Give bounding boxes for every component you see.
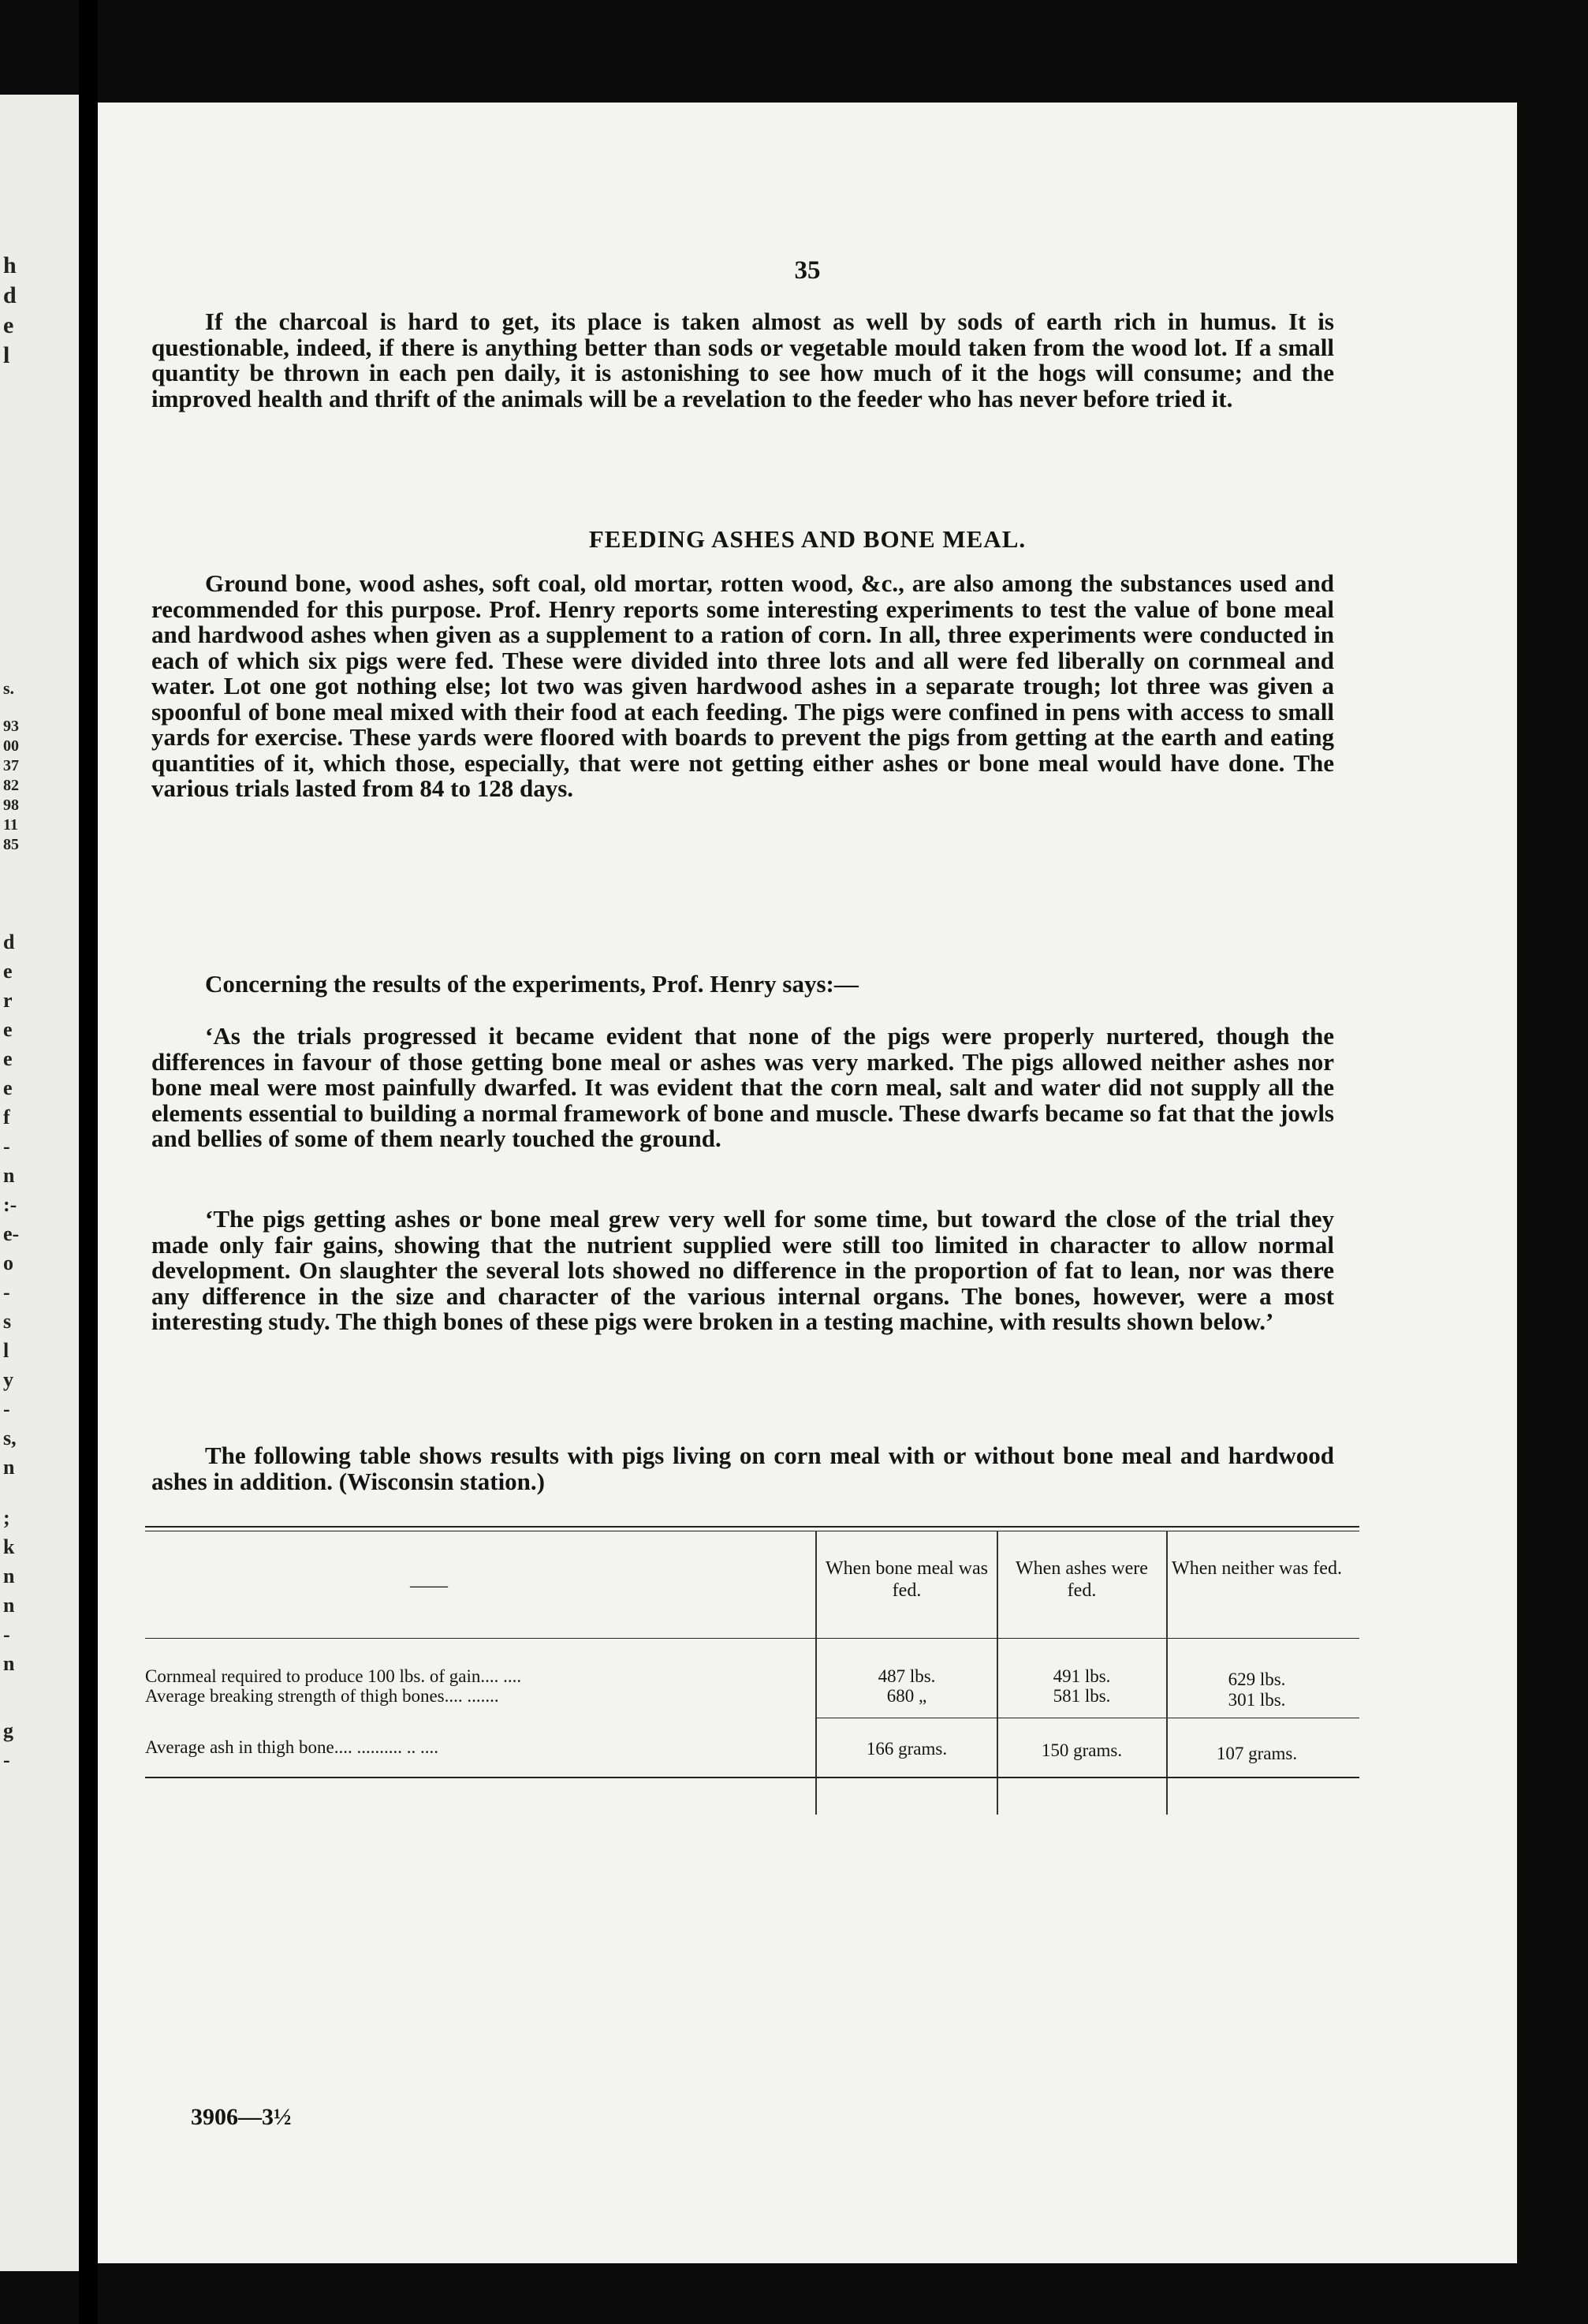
table-cell: 301 lbs. xyxy=(1228,1690,1286,1710)
left-page-fragment: e- xyxy=(3,1222,20,1245)
left-page-fragment: 82 xyxy=(3,777,19,794)
printer-signature: 3906—3½ xyxy=(191,2104,292,2130)
left-page-fragment: - xyxy=(3,1281,10,1304)
table-bottom-rule xyxy=(145,1777,1359,1778)
left-page-fragment: 93 xyxy=(3,718,19,735)
left-page-fragment: - xyxy=(3,1397,10,1420)
left-page-fragment: e xyxy=(3,960,13,983)
table-header-bone-meal: When bone meal was fed. xyxy=(826,1558,988,1601)
table-cell: 166 grams. xyxy=(866,1739,948,1759)
left-page-fragment: s. xyxy=(3,678,15,698)
left-page-fragment: n xyxy=(3,1164,15,1187)
left-page-fragment: g xyxy=(3,1719,13,1742)
left-page-fragment: 85 xyxy=(3,836,19,853)
left-page-fragment: 37 xyxy=(3,757,19,774)
left-page-fragment: f xyxy=(3,1106,10,1128)
left-page-fragment: :- xyxy=(3,1193,17,1216)
table-header-ashes: When ashes were fed. xyxy=(1016,1558,1148,1601)
section-heading: FEEDING ASHES AND BONE MEAL. xyxy=(588,525,1027,553)
table-row-label: Cornmeal required to produce 100 lbs. of gain.... .... xyxy=(145,1666,522,1686)
left-page-fragment: n xyxy=(3,1652,15,1675)
paragraph-table-intro: The following table shows results with pigs living on corn meal with or without bone meal and hardwood ashes in addition. (Wisconsin station.) xyxy=(151,1442,1334,1495)
left-page-fragment: n xyxy=(3,1594,15,1617)
table-column-divider xyxy=(997,1531,998,1815)
table-row-label: Average ash in thigh bone.... .......... .. .... xyxy=(145,1737,438,1757)
left-page-fragment: d xyxy=(3,931,15,953)
left-page-fragment: - xyxy=(3,1623,10,1646)
left-page-fragment: o xyxy=(3,1252,13,1274)
left-page-fragment: y xyxy=(3,1368,13,1391)
left-page-fragment: e xyxy=(3,1076,13,1099)
table-column-divider xyxy=(815,1531,817,1815)
table-column-divider xyxy=(1166,1531,1168,1815)
page-number: 35 xyxy=(794,256,821,285)
paragraph-charcoal: If the charcoal is hard to get, its place is taken almost as well by sods of earth rich in humus. It is questionable, indeed, if there is anything better than sods or vegetable mould taken from the wood lot. If a small quantity be thrown in each pen daily, it is astonishing to see how much of it the hogs will consume; and the improved health and thrift of the animals will be a revelation to the feeder who has never before tried it. xyxy=(151,308,1334,412)
left-page-fragment: l xyxy=(3,1339,9,1362)
quote-paragraph-1: ‘As the trials progressed it became evident that none of the pigs were properly nurtered, though the differences in favour of those getting bone meal or ashes was very marked. The pigs allowed neither ashes nor bone meal were most painfully dwarfed. It was evident that the corn meal, salt and water did not supply all the elements essential to building a normal framework of bone and muscle. These dwarfs became so fat that the jowls and bellies of some of them nearly touched the ground. xyxy=(151,1022,1334,1152)
book-gutter xyxy=(79,0,98,2324)
table-cell: 150 grams. xyxy=(1041,1740,1123,1760)
table-corner-dash: —— xyxy=(410,1576,448,1596)
quote-paragraph-2: ‘The pigs getting ashes or bone meal grew very well for some time, but toward the close of the trial they made only fair gains, showing that the nutrient supplied were still too limited in character to allow normal development. On slaughter the several lots showed no difference in the proportion of fat to lean, nor was there any difference in the size and character of the various internal organs. The bones, however, were a most interesting study. The thigh bones of these pigs were broken in a testing machine, with results shown below.’ xyxy=(151,1205,1334,1335)
left-page-fragment: - xyxy=(3,1748,10,1771)
left-page-fragment: r xyxy=(3,989,13,1012)
table-header-neither: When neither was fed. xyxy=(1172,1558,1342,1579)
results-table xyxy=(145,1526,1359,1841)
left-page-fragment: 11 xyxy=(3,816,18,834)
table-cell: 680 „ xyxy=(886,1686,927,1706)
left-page-fragment: 98 xyxy=(3,796,19,814)
left-page-fragment: e xyxy=(3,1018,13,1041)
table-cell: 581 lbs. xyxy=(1053,1686,1111,1706)
table-top-rule xyxy=(145,1526,1359,1528)
table-cell: 491 lbs. xyxy=(1053,1666,1111,1686)
left-page-fragment: n xyxy=(3,1456,15,1479)
left-page-fragment: h xyxy=(3,252,17,278)
left-page-fragment: 00 xyxy=(3,737,19,755)
left-page-fragment: e xyxy=(3,312,14,338)
table-row-label: Average breaking strength of thigh bones.... ....... xyxy=(145,1686,499,1706)
left-page-margin xyxy=(0,95,79,2271)
left-page-fragment: - xyxy=(3,1135,10,1158)
table-header-rule xyxy=(145,1638,1359,1639)
left-page-fragment: l xyxy=(3,342,10,368)
table-cell: 487 lbs. xyxy=(878,1666,936,1686)
table-cell: 107 grams. xyxy=(1216,1744,1298,1763)
left-page-fragment: k xyxy=(3,1535,15,1558)
left-page-fragment: ; xyxy=(3,1506,10,1529)
left-page-fragment: n xyxy=(3,1565,15,1587)
paragraph-ground-bone: Ground bone, wood ashes, soft coal, old mortar, rotten wood, &c., are also among the substances used and recommended for this purpose. Prof. Henry reports some interesting experiments to test the value of bone meal and hardwood ashes when given as a supplement to a ration of corn. In all, three experiments were conducted in each of which six pigs were fed. These were divided into three lots and all were fed liberally on cornmeal and water. Lot one got nothing else; lot two was given hardwood ashes in a separate trough; lot three was given a spoonful of bone meal mixed with their food at each feeding. The pigs were confined in pens with access to small yards for exercise. These yards were floored with boards to prevent the pigs from getting at the earth and eating quantities of it, which those, especially, that were not getting either ashes or bone meal would have done. The various trials lasted from 84 to 128 days. xyxy=(151,569,1334,802)
left-page-fragment: d xyxy=(3,282,17,308)
left-page-fragment: s, xyxy=(3,1427,17,1449)
paragraph-results-intro: Concerning the results of the experiments, Prof. Henry says:— xyxy=(205,970,859,998)
document-page xyxy=(98,103,1517,2263)
left-page-fragment: e xyxy=(3,1047,13,1070)
left-page-fragment: s xyxy=(3,1310,12,1333)
table-cell: 629 lbs. xyxy=(1228,1669,1286,1689)
